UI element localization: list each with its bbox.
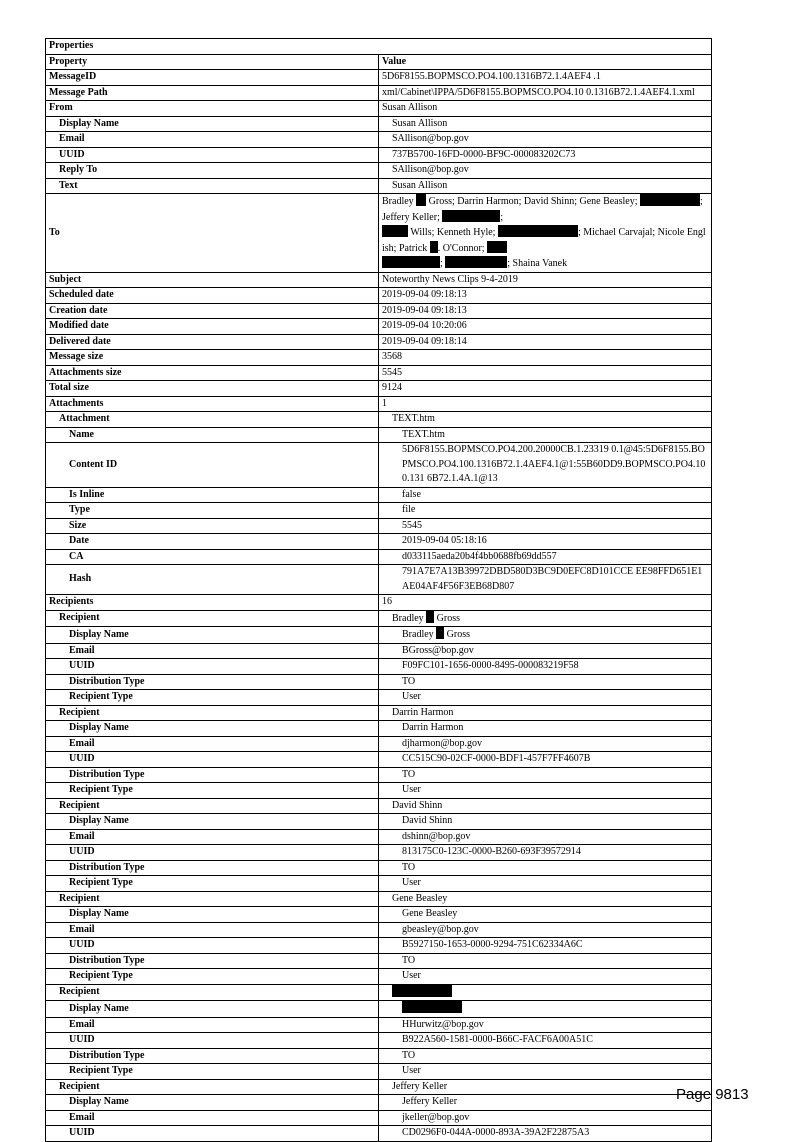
property-name: UUID (46, 938, 379, 954)
property-value: User (379, 1064, 712, 1080)
table-row (46, 627, 712, 644)
property-value: F09FC101-1656-0000-8495-000083219F58 (379, 659, 712, 675)
property-value: 5D6F8155.BOPMSCO.PO4.100.1316B72.1.4AEF4 .1 (379, 70, 712, 86)
property-value: Susan Allison (379, 116, 712, 132)
property-name: Display Name (46, 907, 379, 923)
property-value: 16 (379, 595, 712, 611)
table-row (46, 70, 712, 86)
property-name: UUID (46, 1033, 379, 1049)
property-name: Display Name (46, 116, 379, 132)
redaction-block (392, 985, 452, 997)
table-row (46, 503, 712, 519)
property-value: B922A560-1581-0000-B66C-FACF6A00A51C (379, 1033, 712, 1049)
property-value: TO (379, 860, 712, 876)
value-text: Gross (444, 629, 470, 640)
redaction-block (442, 210, 500, 222)
property-name: Reply To (46, 163, 379, 179)
property-value: 5D6F8155.BOPMSCO.PO4.200.20000CB.1.23319 0.1@45:5D6F8155.BOPMSCO.PO4.100.1316B72.1.4AEF4.1@1:55B60DD9.BOPMSCO.PO4.100.131 6B72.1.4A.1@13 (379, 443, 712, 488)
table-row (46, 643, 712, 659)
property-value: BGross@bop.gov (379, 643, 712, 659)
property-name: Display Name (46, 721, 379, 737)
table-row (46, 534, 712, 550)
property-name: Attachments (46, 396, 379, 412)
table-row (46, 116, 712, 132)
property-value: David Shinn (379, 814, 712, 830)
property-value: 2019-09-04 09:18:14 (379, 334, 712, 350)
property-value: User (379, 783, 712, 799)
table-row (46, 272, 712, 288)
redaction-block (426, 611, 434, 623)
table-row (46, 163, 712, 179)
property-name: Display Name (46, 814, 379, 830)
property-name: Date (46, 534, 379, 550)
property-name: From (46, 101, 379, 117)
table-row (46, 845, 712, 861)
property-name: Is Inline (46, 487, 379, 503)
table-row (46, 752, 712, 768)
redaction-block (487, 241, 507, 253)
table-row (46, 427, 712, 443)
property-name: UUID (46, 659, 379, 675)
property-value: TEXT.htm (379, 427, 712, 443)
property-value: SAllison@bop.gov (379, 132, 712, 148)
property-name: Recipients (46, 595, 379, 611)
value-text: Gross; Darrin Harmon; David Shinn; Gene Beasley; (426, 196, 641, 207)
redaction-block (382, 256, 440, 268)
property-name: Attachments size (46, 365, 379, 381)
property-name: Content ID (46, 443, 379, 488)
property-name: Display Name (46, 627, 379, 644)
property-value: TO (379, 1048, 712, 1064)
property-name: Recipient Type (46, 969, 379, 985)
property-value: CD0296F0-044A-0000-893A-39A2F22875A3 (379, 1126, 712, 1142)
table-row (46, 1001, 712, 1018)
property-name: Name (46, 427, 379, 443)
value-text: Bradley (382, 196, 417, 207)
property-name: Recipient Type (46, 876, 379, 892)
property-name: Distribution Type (46, 953, 379, 969)
table-row (46, 549, 712, 565)
property-value: Darrin Harmon (379, 721, 712, 737)
value-text: ; Jeffery Keller; (382, 196, 703, 223)
value-text: Wills; Kenneth Hyle; (408, 227, 498, 238)
property-name: Recipient (46, 705, 379, 721)
property-value: dshinn@bop.gov (379, 829, 712, 845)
property-name: Message Path (46, 85, 379, 101)
property-value: SAllison@bop.gov (379, 163, 712, 179)
property-value: 813175C0-123C-0000-B260-693F39572914 (379, 845, 712, 861)
property-name: Subject (46, 272, 379, 288)
table-row (46, 705, 712, 721)
table-title-row (46, 39, 712, 55)
property-name: Recipient (46, 891, 379, 907)
table-row (46, 132, 712, 148)
property-value: 737B5700-16FD-0000-BF9C-000083202C73 (379, 147, 712, 163)
table-row (46, 721, 712, 737)
property-value: Darrin Harmon (379, 705, 712, 721)
table-row (46, 860, 712, 876)
properties-body (46, 39, 712, 1142)
table-row (46, 969, 712, 985)
property-value: TO (379, 953, 712, 969)
value-text: . O'Connor; (437, 242, 488, 254)
table-row (46, 814, 712, 830)
property-name: Attachment (46, 412, 379, 428)
property-name: Recipient Type (46, 690, 379, 706)
table-row (46, 690, 712, 706)
table-row (46, 334, 712, 350)
table-row (46, 922, 712, 938)
property-name: UUID (46, 147, 379, 163)
property-name: UUID (46, 1126, 379, 1142)
property-name: To (46, 194, 379, 273)
table-row (46, 891, 712, 907)
property-value (379, 610, 712, 627)
property-value: gbeasley@bop.gov (379, 922, 712, 938)
property-value: Jeffery Keller (379, 1095, 712, 1111)
table-row (46, 736, 712, 752)
table-row (46, 565, 712, 595)
property-value: false (379, 487, 712, 503)
redaction-block (436, 627, 444, 639)
property-value: 1 (379, 396, 712, 412)
value-text: Bradley (392, 612, 427, 624)
property-name: MessageID (46, 70, 379, 86)
redaction-block (640, 194, 700, 206)
property-name: Distribution Type (46, 860, 379, 876)
value-text: Gross (434, 612, 460, 624)
table-row (46, 938, 712, 954)
property-name: Recipient (46, 984, 379, 1001)
value-text: ; (500, 211, 504, 223)
property-name: Recipient (46, 798, 379, 814)
property-value: 5545 (379, 518, 712, 534)
property-value: 2019-09-04 09:18:13 (379, 288, 712, 304)
properties-table (45, 38, 712, 1142)
table-row (46, 1064, 712, 1080)
property-value (379, 627, 712, 644)
property-name: Email (46, 1110, 379, 1126)
property-name: Message size (46, 350, 379, 366)
table-row (46, 876, 712, 892)
property-value: 5545 (379, 365, 712, 381)
property-name: Recipient Type (46, 1064, 379, 1080)
property-value: djharmon@bop.gov (379, 736, 712, 752)
property-name: Hash (46, 565, 379, 595)
property-value: David Shinn (379, 798, 712, 814)
table-row (46, 194, 712, 273)
table-row (46, 319, 712, 335)
table-row (46, 412, 712, 428)
table-row (46, 288, 712, 304)
table-row (46, 178, 712, 194)
value-text: ; (440, 258, 446, 269)
property-name: Delivered date (46, 334, 379, 350)
header-property: Property (46, 54, 379, 70)
property-name: Display Name (46, 1001, 379, 1018)
table-row (46, 767, 712, 783)
property-value (379, 194, 712, 273)
table-row (46, 1033, 712, 1049)
property-name: Distribution Type (46, 674, 379, 690)
property-value: Noteworthy News Clips 9-4-2019 (379, 272, 712, 288)
property-value: TO (379, 674, 712, 690)
table-row (46, 1017, 712, 1033)
property-name: Text (46, 178, 379, 194)
table-row (46, 659, 712, 675)
table-row (46, 1079, 712, 1095)
property-value (379, 1001, 712, 1018)
property-value: Gene Beasley (379, 907, 712, 923)
table-row (46, 798, 712, 814)
property-value: d033115aeda20b4f4bb0688fb69dd557 (379, 549, 712, 565)
property-name: Creation date (46, 303, 379, 319)
table-row (46, 1048, 712, 1064)
table-row (46, 907, 712, 923)
header-value: Value (379, 54, 712, 70)
property-value: User (379, 690, 712, 706)
table-row (46, 381, 712, 397)
property-name: Email (46, 1017, 379, 1033)
property-name: Scheduled date (46, 288, 379, 304)
property-value: CC515C90-02CF-0000-BDF1-457F7FF4607B (379, 752, 712, 768)
property-name: CA (46, 549, 379, 565)
table-row (46, 303, 712, 319)
property-value: Jeffery Keller (379, 1079, 712, 1095)
property-name: UUID (46, 752, 379, 768)
value-text: ; Michael Carvajal; Nicole English; Patrick (382, 227, 706, 254)
property-value: Susan Allison (379, 101, 712, 117)
table-row (46, 674, 712, 690)
table-row (46, 1126, 712, 1142)
table-row (46, 1110, 712, 1126)
property-value: 791A7E7A13B39972DBD580D3BC9D0EFC8D101CCE EE98FFD651E1AE04AF4F56F3EB68D807 (379, 565, 712, 595)
table-row (46, 829, 712, 845)
property-name: Email (46, 643, 379, 659)
property-value: file (379, 503, 712, 519)
table-row (46, 350, 712, 366)
value-text: Bradley (402, 629, 437, 640)
table-row (46, 487, 712, 503)
property-name: Email (46, 829, 379, 845)
redaction-block (416, 194, 426, 206)
redaction-block (382, 225, 408, 237)
property-value: jkeller@bop.gov (379, 1110, 712, 1126)
property-value: Susan Allison (379, 178, 712, 194)
property-name: Email (46, 736, 379, 752)
table-row (46, 984, 712, 1001)
table-row (46, 85, 712, 101)
table-header-row (46, 54, 712, 70)
table-title: Properties (46, 39, 712, 55)
redaction-block (498, 225, 578, 237)
table-row (46, 396, 712, 412)
property-value: User (379, 969, 712, 985)
table-row (46, 518, 712, 534)
property-value: TO (379, 767, 712, 783)
property-name: Email (46, 922, 379, 938)
table-row (46, 595, 712, 611)
property-name: Total size (46, 381, 379, 397)
table-row (46, 1095, 712, 1111)
property-name: Distribution Type (46, 767, 379, 783)
property-name: Modified date (46, 319, 379, 335)
property-name: UUID (46, 845, 379, 861)
property-value (379, 984, 712, 1001)
property-value: 2019-09-04 10:20:06 (379, 319, 712, 335)
page-number: Page 9813 (676, 1086, 749, 1103)
property-name: Email (46, 132, 379, 148)
property-name: Size (46, 518, 379, 534)
property-value: 2019-09-04 09:18:13 (379, 303, 712, 319)
table-row (46, 101, 712, 117)
property-value: Gene Beasley (379, 891, 712, 907)
property-value: B5927150-1653-0000-9294-751C62334A6C (379, 938, 712, 954)
property-name: Distribution Type (46, 1048, 379, 1064)
property-value: 3568 (379, 350, 712, 366)
table-row (46, 783, 712, 799)
redaction-block (445, 256, 507, 268)
property-name: Type (46, 503, 379, 519)
property-value: TEXT.htm (379, 412, 712, 428)
property-name: Recipient Type (46, 783, 379, 799)
table-row (46, 147, 712, 163)
property-name: Display Name (46, 1095, 379, 1111)
table-row (46, 443, 712, 488)
redaction-block (402, 1001, 462, 1013)
property-value: User (379, 876, 712, 892)
redaction-block (430, 241, 438, 253)
value-text: ; Shaina Vanek (507, 258, 568, 269)
property-value: HHurwitz@bop.gov (379, 1017, 712, 1033)
property-name: Recipient (46, 1079, 379, 1095)
property-value: 2019-09-04 05:18:16 (379, 534, 712, 550)
property-value: 9124 (379, 381, 712, 397)
table-row (46, 365, 712, 381)
table-row (46, 610, 712, 627)
table-row (46, 953, 712, 969)
property-value: xml/Cabinet\IPPA/5D6F8155.BOPMSCO.PO4.10 0.1316B72.1.4AEF4.1.xml (379, 85, 712, 101)
property-name: Recipient (46, 610, 379, 627)
